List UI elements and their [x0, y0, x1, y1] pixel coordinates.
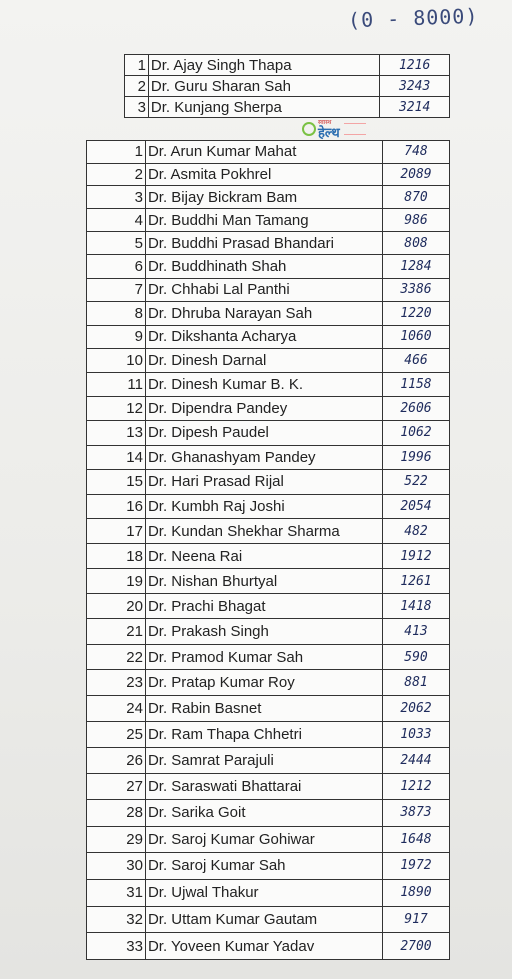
- top-ranked-table: [124, 54, 450, 118]
- score-value: 1284: [382, 255, 449, 278]
- row-number: 1: [87, 141, 146, 164]
- row-number: 2: [87, 163, 146, 186]
- row-number: 17: [87, 519, 146, 544]
- table-row: [87, 397, 450, 421]
- row-number: 8: [87, 302, 146, 326]
- logo-text: हेल्थ: [318, 124, 340, 140]
- score-value: 3214: [380, 97, 450, 118]
- score-value: 413: [382, 619, 449, 644]
- score-value: 2444: [382, 747, 449, 773]
- row-number: 4: [87, 209, 146, 232]
- score-value: 870: [382, 186, 449, 209]
- row-number: 20: [87, 594, 146, 619]
- row-number: 7: [87, 278, 146, 301]
- table-row: [87, 209, 450, 232]
- table-row: [87, 644, 450, 670]
- table-row: [87, 721, 450, 747]
- row-number: 24: [87, 696, 146, 722]
- score-value: 3243: [380, 76, 450, 97]
- candidate-name: Dr. Ujwal Thakur: [145, 879, 382, 906]
- row-number: 3: [125, 97, 149, 118]
- score-value: 1033: [382, 721, 449, 747]
- score-value: 1912: [382, 544, 449, 569]
- score-value: 2700: [382, 933, 449, 960]
- row-number: 32: [87, 906, 146, 933]
- row-number: 19: [87, 569, 146, 594]
- candidate-name: Dr. Arun Kumar Mahat: [145, 141, 382, 164]
- score-value: 1996: [382, 445, 449, 469]
- table-row: [87, 879, 450, 906]
- table-row: [87, 906, 450, 933]
- row-number: 28: [87, 800, 146, 826]
- row-number: 16: [87, 494, 146, 519]
- candidate-name: Dr. Bijay Bickram Bam: [145, 186, 382, 209]
- row-number: 13: [87, 421, 146, 445]
- table-row: [125, 97, 450, 118]
- candidate-name: Dr. Pramod Kumar Sah: [145, 644, 382, 670]
- table-row: [87, 933, 450, 960]
- table-row: [87, 594, 450, 619]
- row-number: 22: [87, 644, 146, 670]
- table-row: [87, 278, 450, 301]
- candidate-name: Dr. Prakash Singh: [145, 619, 382, 644]
- score-value: 3386: [382, 278, 449, 301]
- score-value: 917: [382, 906, 449, 933]
- candidate-name: Dr. Prachi Bhagat: [145, 594, 382, 619]
- row-number: 27: [87, 773, 146, 799]
- row-number: 23: [87, 670, 146, 696]
- score-value: 1220: [382, 302, 449, 326]
- table-row: [125, 55, 450, 76]
- candidate-name: Dr. Kumbh Raj Joshi: [145, 494, 382, 519]
- row-number: 26: [87, 747, 146, 773]
- row-number: 29: [87, 826, 146, 853]
- table-row: [87, 853, 450, 880]
- candidate-name: Dr. Asmita Pokhrel: [145, 163, 382, 186]
- score-value: 1062: [382, 421, 449, 445]
- candidate-name: Dr. Guru Sharan Sah: [148, 76, 379, 97]
- table-row: [87, 163, 450, 186]
- score-value: 1060: [382, 325, 449, 349]
- score-value: 881: [382, 670, 449, 696]
- row-number: 31: [87, 879, 146, 906]
- row-number: 5: [87, 232, 146, 255]
- logo: [302, 120, 366, 138]
- candidate-name: Dr. Buddhi Prasad Bhandari: [145, 232, 382, 255]
- table-row: [87, 349, 450, 373]
- candidate-name: Dr. Hari Prasad Rijal: [145, 470, 382, 495]
- row-number: 18: [87, 544, 146, 569]
- candidate-name: Dr. Dinesh Kumar B. K.: [145, 373, 382, 397]
- candidate-name: Dr. Dinesh Darnal: [145, 349, 382, 373]
- score-value: 1261: [382, 569, 449, 594]
- score-value: 1158: [382, 373, 449, 397]
- table-row: [87, 232, 450, 255]
- score-value: 1212: [382, 773, 449, 799]
- candidate-name: Dr. Buddhi Man Tamang: [145, 209, 382, 232]
- score-value: 1216: [380, 55, 450, 76]
- row-number: 15: [87, 470, 146, 495]
- row-number: 6: [87, 255, 146, 278]
- row-number: 9: [87, 325, 146, 349]
- score-value: 1890: [382, 879, 449, 906]
- score-value: 808: [382, 232, 449, 255]
- candidate-name: Dr. Kundan Shekhar Sharma: [145, 519, 382, 544]
- score-value: 3873: [382, 800, 449, 826]
- candidate-name: Dr. Rabin Basnet: [145, 696, 382, 722]
- table-row: [87, 421, 450, 445]
- score-value: 1648: [382, 826, 449, 853]
- candidate-name: Dr. Nishan Bhurtyal: [145, 569, 382, 594]
- table-row: [87, 826, 450, 853]
- row-number: 2: [125, 76, 149, 97]
- table-row: [125, 76, 450, 97]
- table-row: [87, 519, 450, 544]
- table-row: [87, 569, 450, 594]
- candidate-name: Dr. Dikshanta Acharya: [145, 325, 382, 349]
- table-row: [87, 186, 450, 209]
- candidate-name: Dr. Dipesh Paudel: [145, 421, 382, 445]
- table-row: [87, 747, 450, 773]
- candidate-name: Dr. Ghanashyam Pandey: [145, 445, 382, 469]
- row-number: 3: [87, 186, 146, 209]
- handwritten-range-note: (0 - 8000): [347, 3, 479, 33]
- score-value: 1418: [382, 594, 449, 619]
- candidate-name: Dr. Neena Rai: [145, 544, 382, 569]
- row-number: 25: [87, 721, 146, 747]
- candidate-name: Dr. Saroj Kumar Gohiwar: [145, 826, 382, 853]
- logo-tagline: स्वास्थ: [318, 119, 332, 126]
- table-row: [87, 773, 450, 799]
- row-number: 21: [87, 619, 146, 644]
- table-row: [87, 141, 450, 164]
- candidate-name: Dr. Chhabi Lal Panthi: [145, 278, 382, 301]
- table-row: [87, 302, 450, 326]
- table-row: [87, 696, 450, 722]
- candidate-name: Dr. Saraswati Bhattarai: [145, 773, 382, 799]
- candidate-name: Dr. Sarika Goit: [145, 800, 382, 826]
- score-value: 986: [382, 209, 449, 232]
- score-value: 2606: [382, 397, 449, 421]
- row-number: 10: [87, 349, 146, 373]
- logo-small-print: [344, 123, 366, 135]
- table-row: [87, 544, 450, 569]
- table-row: [87, 445, 450, 469]
- candidate-name: Dr. Dhruba Narayan Sah: [145, 302, 382, 326]
- candidate-name: Dr. Saroj Kumar Sah: [145, 853, 382, 880]
- score-value: 1972: [382, 853, 449, 880]
- table-row: [87, 800, 450, 826]
- table-row: [87, 619, 450, 644]
- candidate-name: Dr. Pratap Kumar Roy: [145, 670, 382, 696]
- candidate-name: Dr. Buddhinath Shah: [145, 255, 382, 278]
- logo-mark-icon: [302, 122, 316, 136]
- row-number: 30: [87, 853, 146, 880]
- row-number: 1: [125, 55, 149, 76]
- score-value: 590: [382, 644, 449, 670]
- candidate-name: Dr. Ajay Singh Thapa: [148, 55, 379, 76]
- score-value: 522: [382, 470, 449, 495]
- score-value: 748: [382, 141, 449, 164]
- candidates-table: [86, 140, 450, 960]
- candidate-name: Dr. Kunjang Sherpa: [148, 97, 379, 118]
- score-value: 2089: [382, 163, 449, 186]
- candidate-name: Dr. Dipendra Pandey: [145, 397, 382, 421]
- table-row: [87, 325, 450, 349]
- table-row: [87, 470, 450, 495]
- candidate-name: Dr. Yoveen Kumar Yadav: [145, 933, 382, 960]
- score-value: 2062: [382, 696, 449, 722]
- table-row: [87, 494, 450, 519]
- row-number: 33: [87, 933, 146, 960]
- row-number: 11: [87, 373, 146, 397]
- table-row: [87, 373, 450, 397]
- score-value: 466: [382, 349, 449, 373]
- score-value: 2054: [382, 494, 449, 519]
- table-row: [87, 255, 450, 278]
- score-value: 482: [382, 519, 449, 544]
- candidate-name: Dr. Samrat Parajuli: [145, 747, 382, 773]
- candidate-name: Dr. Ram Thapa Chhetri: [145, 721, 382, 747]
- candidate-name: Dr. Uttam Kumar Gautam: [145, 906, 382, 933]
- table-row: [87, 670, 450, 696]
- row-number: 12: [87, 397, 146, 421]
- row-number: 14: [87, 445, 146, 469]
